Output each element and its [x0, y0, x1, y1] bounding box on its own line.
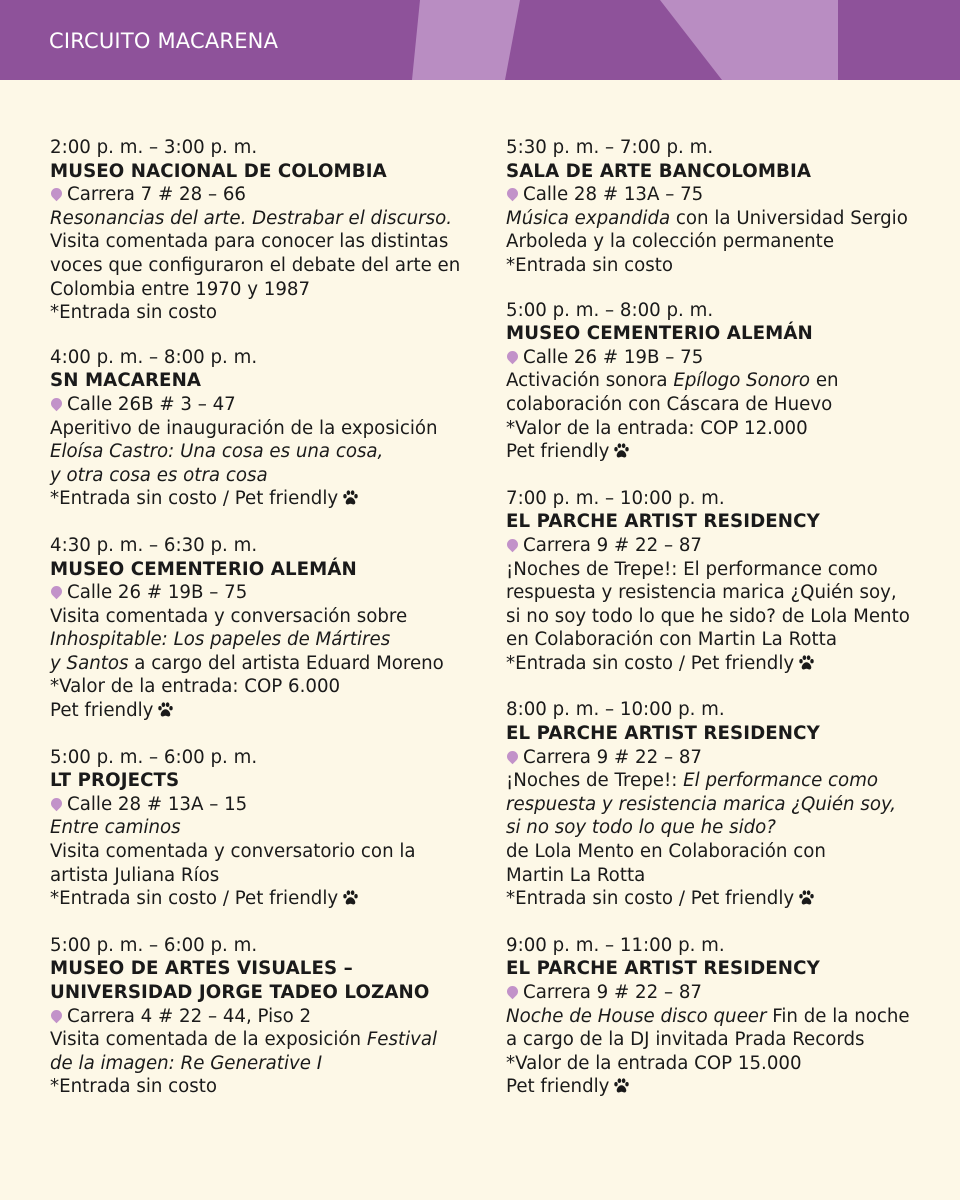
event-time: 5:00 p. m. – 6:00 p. m.: [50, 746, 258, 768]
description-text: *Entrada sin costo: [50, 302, 218, 324]
address-text: Carrera 9 # 22 – 87: [523, 746, 702, 768]
event-description-line: [506, 581, 946, 605]
event-description-line: [50, 840, 490, 864]
event-entry: [506, 487, 946, 678]
event-time: 4:30 p. m. – 6:30 p. m.: [50, 534, 258, 556]
description-text: Pet friendly: [506, 1076, 610, 1098]
event-description-line: [50, 887, 490, 913]
italic-title: Epílogo Sonoro: [673, 370, 811, 392]
description-text: a cargo del artista Eduard Moreno: [128, 652, 444, 674]
paw-icon: [342, 489, 359, 513]
event-description-line: [50, 1075, 490, 1099]
paw-icon: [798, 654, 815, 678]
description-text: con la Universidad Sergio: [670, 207, 908, 229]
description-text: *Entrada sin costo: [506, 254, 674, 276]
header-banner: [0, 0, 960, 80]
location-pin-icon: [505, 348, 521, 364]
venue-address: [50, 393, 490, 417]
event-entry: [506, 136, 946, 278]
location-pin-icon: [505, 984, 521, 1000]
event-description-line: [50, 301, 490, 325]
venue-address: [50, 183, 490, 207]
event-entry: [506, 299, 946, 466]
event-entry: [50, 534, 490, 725]
paw-icon: [342, 889, 359, 913]
location-pin-icon: [505, 748, 521, 764]
italic-title: respuesta y resistencia marica ¿Quién soy,: [506, 793, 897, 815]
italic-title: si no soy todo lo que he sido?: [506, 817, 776, 839]
venue-name: EL PARCHE ARTIST RESIDENCY: [506, 958, 820, 980]
description-text: Martin La Rotta: [506, 864, 646, 886]
event-description-line: [50, 864, 490, 888]
event-time: 5:00 p. m. – 8:00 p. m.: [506, 299, 714, 321]
event-description-line: [50, 1028, 490, 1052]
event-time: 7:00 p. m. – 10:00 p. m.: [506, 487, 725, 509]
event-description-line: [506, 887, 946, 913]
event-description-line: [506, 393, 946, 417]
event-description-line: [506, 1052, 946, 1076]
address-text: Calle 26B # 3 – 47: [67, 393, 236, 415]
event-description-line: [506, 628, 946, 652]
venue-name: MUSEO DE ARTES VISUALES –: [50, 958, 353, 980]
event-entry: [506, 698, 946, 912]
venue-name: EL PARCHE ARTIST RESIDENCY: [506, 723, 820, 745]
event-description-line: [506, 207, 946, 231]
description-text: Fin de la noche: [766, 1005, 910, 1027]
description-text: si no soy todo lo que he sido? de Lola Mento: [506, 605, 910, 627]
event-description-line: [50, 605, 490, 629]
event-description-line: [506, 1028, 946, 1052]
event-description-line: [506, 605, 946, 629]
paw-icon: [798, 889, 815, 913]
event-entry: [50, 136, 490, 325]
event-description-line: [50, 417, 490, 441]
event-description-line: [50, 1052, 490, 1076]
venue-name: SALA DE ARTE BANCOLOMBIA: [506, 160, 812, 182]
event-description-line: [50, 652, 490, 676]
address-text: Carrera 7 # 28 – 66: [67, 184, 246, 206]
address-text: Calle 26 # 19B – 75: [67, 582, 248, 604]
description-text: a cargo de la DJ invitada Prada Records: [506, 1029, 865, 1051]
address-text: Carrera 9 # 22 – 87: [523, 982, 702, 1003]
address-text: Calle 26 # 19B – 75: [523, 346, 704, 368]
venue-address: [506, 746, 946, 770]
italic-title: El performance como: [683, 770, 879, 792]
event-description-line: [506, 1075, 946, 1101]
description-text: Arboleda y la colección permanente: [506, 231, 835, 253]
location-pin-icon: [49, 186, 65, 202]
event-time: 2:00 p. m. – 3:00 p. m.: [50, 137, 258, 158]
page-title: CIRCUITO MACARENA: [49, 29, 279, 53]
address-text: Carrera 9 # 22 – 87: [523, 534, 702, 556]
event-description-line: [506, 558, 946, 582]
description-text: en: [810, 370, 839, 392]
description-text: ¡Noches de Trepe!:: [506, 770, 684, 792]
address-text: Calle 28 # 13A – 15: [67, 793, 248, 815]
event-description-line: [506, 417, 946, 441]
event-time: 4:00 p. m. – 8:00 p. m.: [50, 346, 258, 368]
venue-name: MUSEO NACIONAL DE COLOMBIA: [50, 160, 387, 182]
description-text: ¡Noches de Trepe!: El performance como: [506, 558, 878, 580]
event-description-line: [506, 793, 946, 817]
description-text: *Entrada sin costo / Pet friendly: [50, 488, 339, 510]
description-text: Visita comentada para conocer las distintas: [50, 231, 449, 253]
event-description-line: [506, 440, 946, 466]
description-text: Pet friendly: [50, 700, 154, 722]
event-time: 8:00 p. m. – 10:00 p. m.: [506, 699, 725, 721]
event-description-line: [506, 840, 946, 864]
description-text: *Entrada sin costo: [50, 1076, 218, 1098]
venue-name: LT PROJECTS: [50, 770, 180, 792]
description-text: Pet friendly: [506, 441, 610, 463]
event-description-line: [50, 487, 490, 513]
venue-address: [506, 346, 946, 370]
event-description-line: [50, 254, 490, 278]
venue-name: EL PARCHE ARTIST RESIDENCY: [506, 511, 820, 533]
italic-title: Música expandida: [506, 207, 671, 229]
event-description-line: [50, 464, 490, 488]
venue-address: [50, 793, 490, 817]
description-text: Visita comentada y conversatorio con la: [50, 841, 416, 863]
italic-title: Entre caminos: [50, 817, 181, 839]
venue-address: [50, 1005, 490, 1029]
venue-name-cont: UNIVERSIDAD JORGE TADEO LOZANO: [50, 982, 430, 1003]
event-description-line: [506, 1005, 946, 1029]
description-text: Aperitivo de inauguración de la exposición: [50, 417, 438, 439]
paw-icon: [157, 701, 174, 725]
description-text: artista Juliana Ríos: [50, 864, 220, 886]
paw-icon: [613, 1077, 630, 1101]
description-text: *Entrada sin costo / Pet friendly: [50, 888, 339, 910]
event-description-line: [50, 440, 490, 464]
event-description-line: [50, 278, 490, 302]
event-description-line: [50, 230, 490, 254]
venue-address: [50, 581, 490, 605]
event-description-line: [506, 769, 946, 793]
description-text: Visita comentada de la exposición: [50, 1029, 367, 1051]
italic-title: Noche de House disco queer: [506, 1005, 767, 1027]
event-description-line: [506, 864, 946, 888]
event-entry: [50, 934, 490, 1099]
location-pin-icon: [49, 1007, 65, 1023]
venue-name: MUSEO CEMENTERIO ALEMÁN: [506, 323, 813, 345]
event-description-line: [50, 628, 490, 652]
address-text: Carrera 4 # 22 – 44, Piso 2: [67, 1005, 312, 1027]
venue-address: [506, 183, 946, 207]
description-text: Visita comentada y conversación sobre: [50, 605, 408, 627]
description-text: *Valor de la entrada: COP 6.000: [50, 676, 341, 698]
event-description-line: [506, 254, 946, 278]
paw-icon: [613, 442, 630, 466]
location-pin-icon: [505, 186, 521, 202]
description-text: en Colaboración con Martin La Rotta: [506, 629, 837, 651]
event-entry: [50, 746, 490, 913]
italic-title: Inhospitable: Los papeles de Mártires: [50, 629, 391, 651]
description-text: *Valor de la entrada: COP 12.000: [506, 417, 808, 439]
description-text: *Valor de la entrada COP 15.000: [506, 1052, 802, 1074]
schedule-column-left: [50, 136, 490, 1120]
event-entry: [506, 934, 946, 1101]
venue-address: [506, 981, 946, 1005]
event-description-line: [506, 230, 946, 254]
description-text: Colombia entre 1970 y 1987: [50, 278, 311, 300]
event-description-line: [506, 652, 946, 678]
event-description-line: [50, 816, 490, 840]
italic-title: Eloísa Castro: Una cosa es una cosa,: [50, 441, 384, 463]
location-pin-icon: [49, 584, 65, 600]
italic-title: Festival: [366, 1029, 438, 1051]
description-text: voces que configuraron el debate del arte en: [50, 254, 461, 276]
italic-title: y Santos: [50, 652, 129, 674]
italic-title: de la imagen: Re Generative I: [50, 1052, 323, 1074]
description-text: *Entrada sin costo / Pet friendly: [506, 888, 795, 910]
header-stripe-right: [660, 0, 838, 80]
event-entry: [50, 346, 490, 513]
event-description-line: [506, 369, 946, 393]
description-text: respuesta y resistencia marica ¿Quién soy,: [506, 582, 897, 604]
event-description-line: [506, 816, 946, 840]
event-description-line: [50, 675, 490, 699]
description-text: Activación sonora: [506, 370, 674, 392]
location-pin-icon: [505, 537, 521, 553]
venue-address: [506, 534, 946, 558]
header-stripe-left: [412, 0, 520, 80]
event-time: 9:00 p. m. – 11:00 p. m.: [506, 934, 725, 956]
venue-name: SN MACARENA: [50, 370, 202, 392]
venue-name: MUSEO CEMENTERIO ALEMÁN: [50, 558, 357, 580]
description-text: de Lola Mento en Colaboración con: [506, 841, 826, 863]
description-text: colaboración con Cáscara de Huevo: [506, 393, 833, 415]
location-pin-icon: [49, 396, 65, 412]
location-pin-icon: [49, 796, 65, 812]
event-description-line: [50, 699, 490, 725]
address-text: Calle 28 # 13A – 75: [523, 184, 704, 206]
schedule-column-right: [506, 136, 946, 1122]
event-time: 5:00 p. m. – 6:00 p. m.: [50, 934, 258, 956]
description-text: *Entrada sin costo / Pet friendly: [506, 652, 795, 674]
italic-title: y otra cosa es otra cosa: [50, 464, 268, 486]
italic-title: Resonancias del arte. Destrabar el discurso.: [50, 207, 453, 229]
event-description-line: [50, 207, 490, 231]
event-time: 5:30 p. m. – 7:00 p. m.: [506, 137, 714, 158]
